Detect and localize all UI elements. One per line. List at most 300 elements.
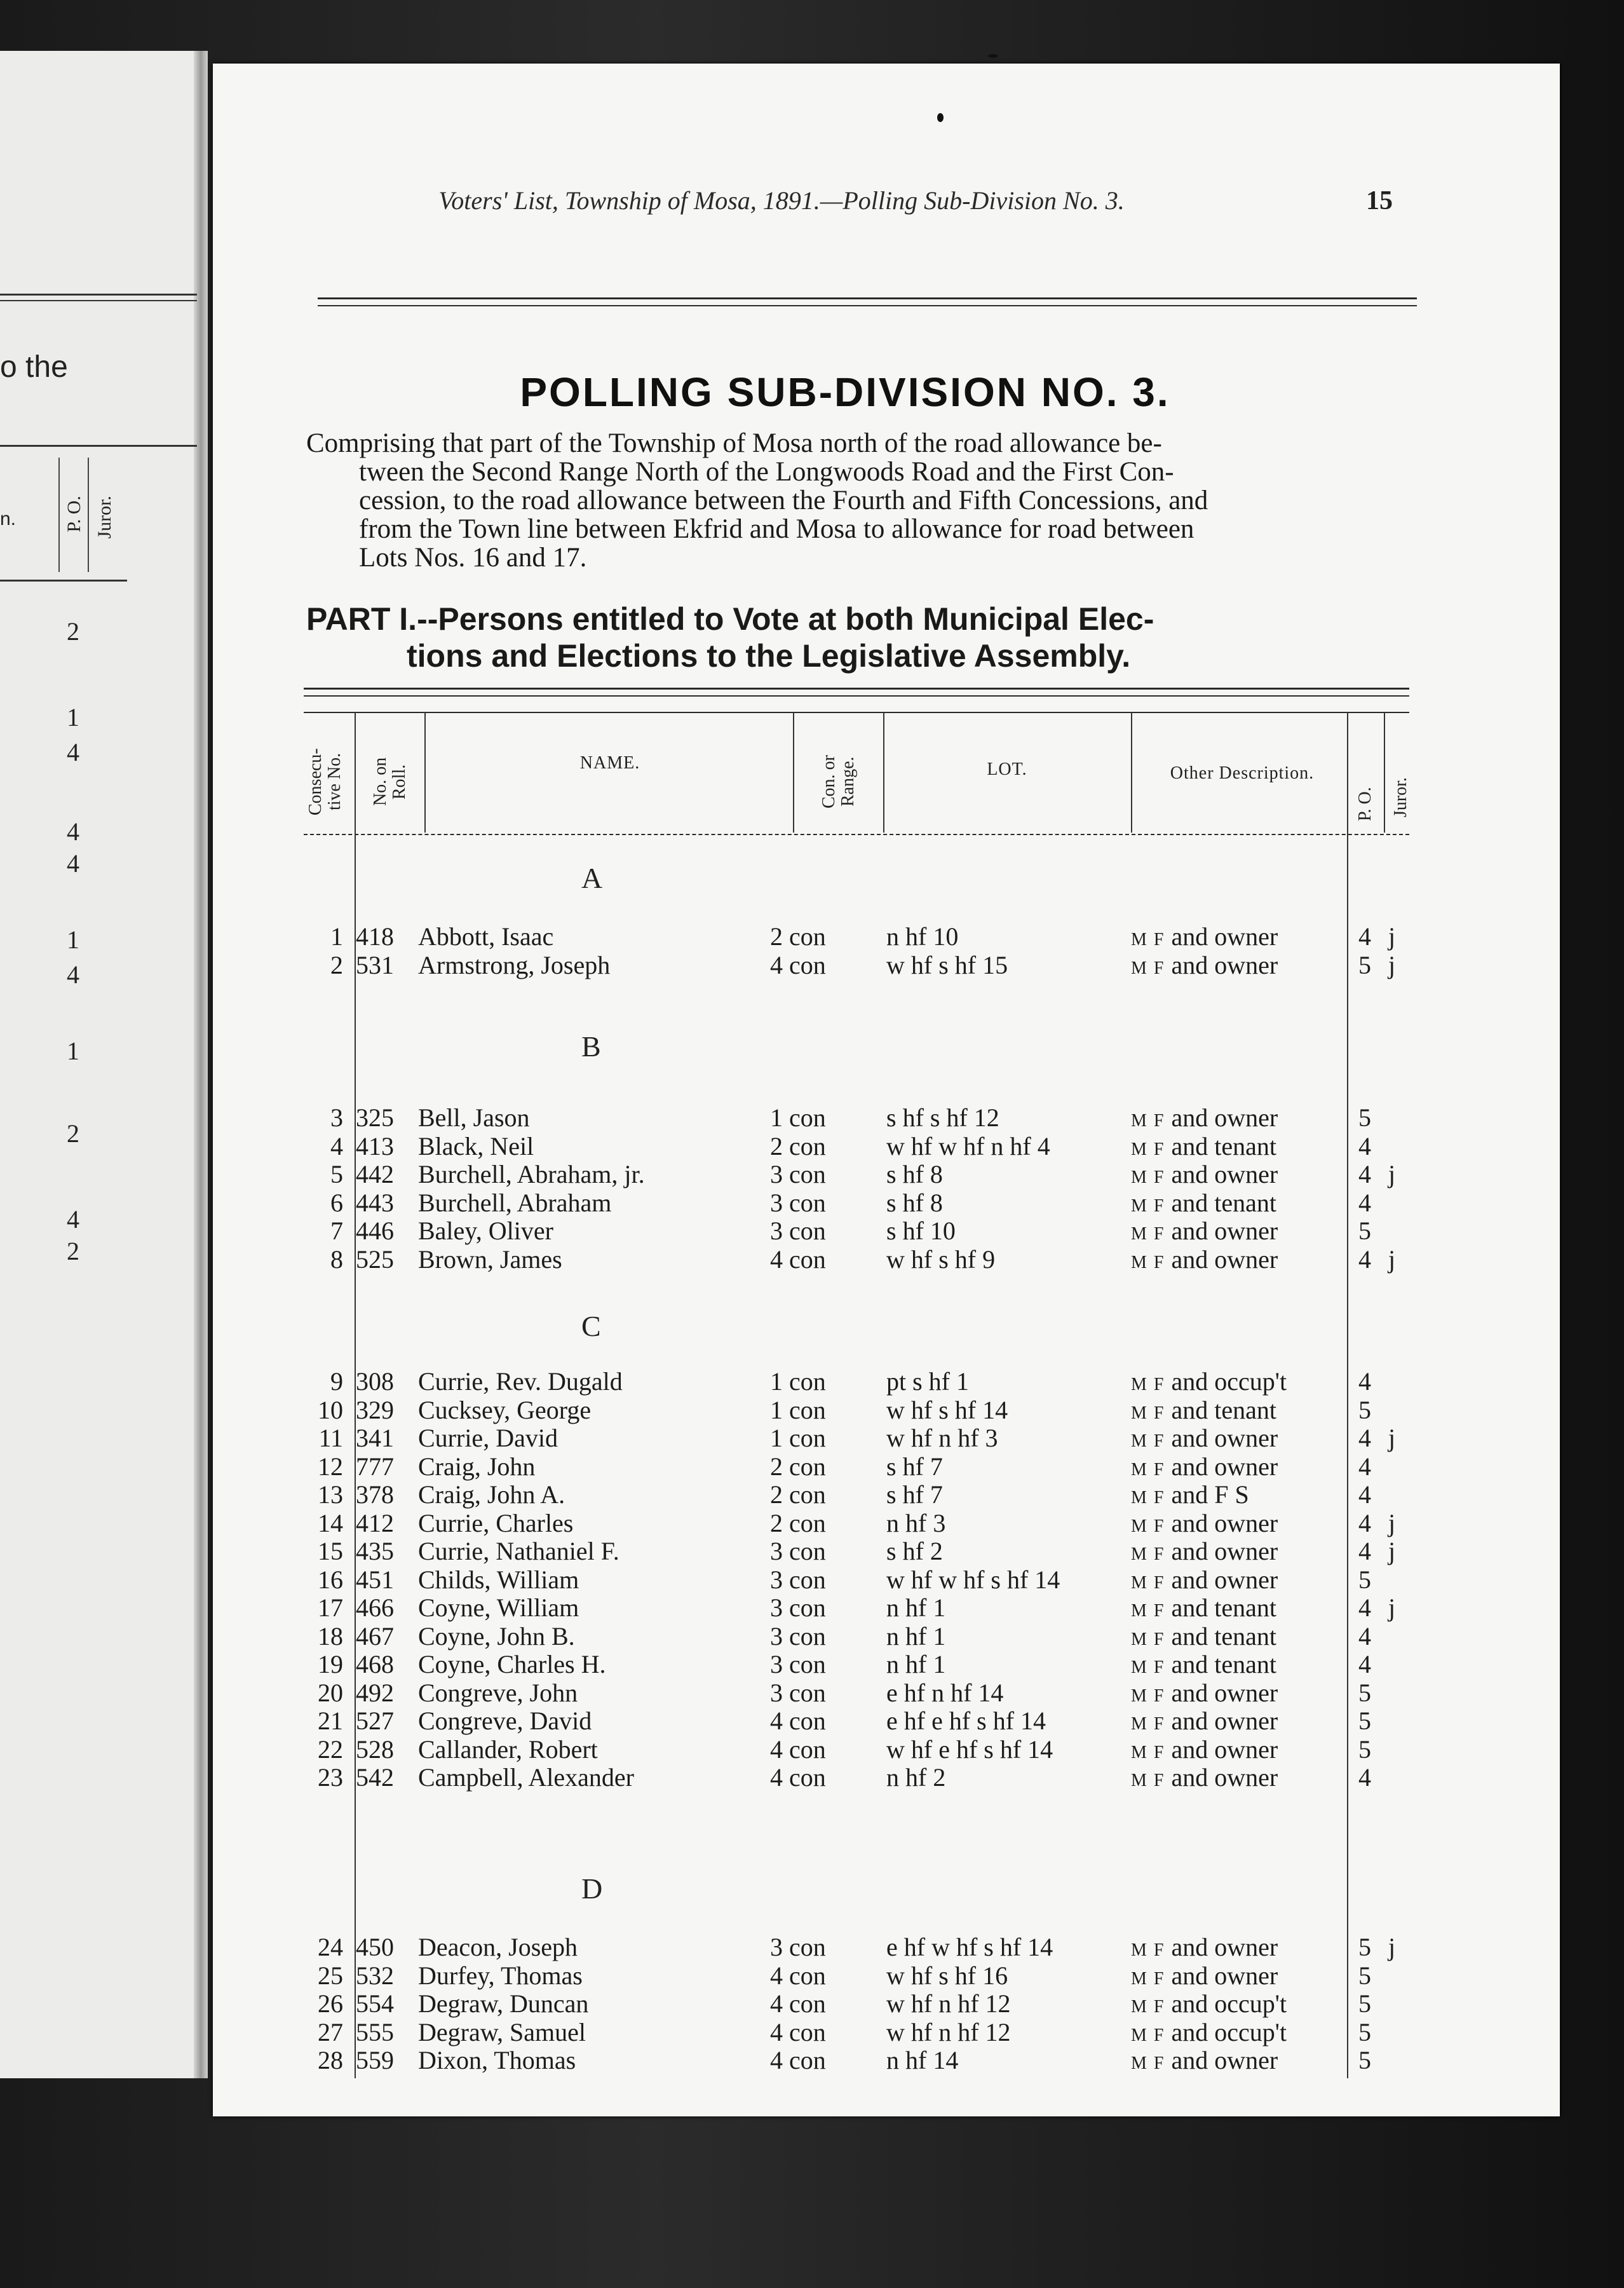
post-office: 4 (1358, 1650, 1371, 1679)
table-row (280, 1395, 1423, 1423)
post-office: 4 (1358, 1763, 1371, 1792)
consecutive-number: 25 (318, 1961, 343, 1990)
description-text: and F S (1171, 1480, 1249, 1509)
description-text: and owner (1171, 951, 1278, 979)
lot-description: n hf 2 (886, 1763, 946, 1792)
consecutive-number: 17 (318, 1593, 343, 1622)
roll-number: 435 (356, 1537, 394, 1565)
other-description (1131, 1649, 1276, 1679)
mf-abbreviation: M F (1131, 1601, 1165, 1621)
voter-name: Cucksey, George (418, 1396, 592, 1424)
other-description (1131, 1706, 1278, 1736)
post-office: 5 (1358, 2046, 1371, 2074)
post-office: 4 (1358, 1537, 1371, 1565)
other-description (1131, 1480, 1249, 1509)
previous-page-column-line (58, 458, 60, 572)
description-text: and owner (1171, 1424, 1278, 1452)
lot-description: n hf 14 (886, 2046, 959, 2074)
description-text: and owner (1171, 1735, 1278, 1764)
post-office: 4 (1358, 1452, 1371, 1481)
concession: 4 con (770, 1245, 826, 1274)
lot-description: s hf 8 (886, 1160, 943, 1188)
lot-description: w hf n hf 12 (886, 2018, 1011, 2046)
description-text: and owner (1171, 1509, 1278, 1537)
previous-page-rule (0, 580, 127, 582)
section-letter: C (581, 1310, 601, 1342)
other-description (1131, 2045, 1278, 2075)
roll-number: 527 (356, 1706, 394, 1735)
mf-abbreviation: M F (1131, 958, 1165, 978)
mf-abbreviation: M F (1131, 1168, 1165, 1187)
description-text: and tenant (1171, 1132, 1276, 1161)
page-gutter (194, 51, 208, 2078)
lot-description: n hf 1 (886, 1593, 946, 1622)
previous-page-juror-header: Juror. (94, 496, 115, 539)
column-header-name: NAME. (579, 753, 640, 773)
concession: 4 con (770, 1706, 826, 1735)
other-description (1131, 1508, 1278, 1538)
mf-abbreviation: M F (1131, 1460, 1165, 1480)
roll-number: 492 (356, 1679, 394, 1707)
lot-description: s hf 7 (886, 1480, 943, 1509)
lot-description: w hf s hf 14 (886, 1396, 1008, 1424)
post-office: 5 (1358, 1679, 1371, 1707)
roll-number: 777 (356, 1452, 394, 1481)
header-rule (318, 305, 1417, 306)
post-office: 4 (1358, 1509, 1371, 1537)
consecutive-number: 5 (330, 1160, 343, 1188)
post-office: 4 (1358, 1593, 1371, 1622)
juror-mark: j (1388, 951, 1396, 979)
previous-page-rule (0, 300, 197, 301)
part-heading: tions and Elections to the Legislative Assembly. (407, 638, 1131, 674)
mf-abbreviation: M F (1131, 1375, 1165, 1394)
roll-number: 467 (356, 1622, 394, 1651)
column-rule (1384, 712, 1385, 833)
page-number: 15 (1366, 186, 1393, 215)
lot-description: w hf n hf 3 (886, 1424, 998, 1452)
voter-name: Baley, Oliver (418, 1216, 553, 1245)
mf-abbreviation: M F (1131, 1196, 1165, 1216)
previous-page-column-line (88, 458, 89, 572)
table-top-rule (304, 695, 1409, 697)
roll-number: 446 (356, 1216, 394, 1245)
consecutive-number: 4 (330, 1132, 343, 1161)
voter-name: Burchell, Abraham (418, 1188, 612, 1217)
description-text: and owner (1171, 1565, 1278, 1594)
other-description (1131, 1159, 1278, 1189)
table-row (280, 1423, 1423, 1451)
roll-number: 329 (356, 1396, 394, 1424)
description-line: cession, to the road allowance between the Fourth and Fifth Concessions, and (359, 486, 1208, 515)
roll-number: 468 (356, 1650, 394, 1679)
post-office: 4 (1358, 922, 1371, 951)
post-office: 5 (1358, 2018, 1371, 2046)
voter-name: Congreve, David (418, 1706, 592, 1735)
column-header-roll: No. on Roll. (370, 757, 409, 807)
table-row (280, 1678, 1423, 1706)
other-description (1131, 2017, 1287, 2047)
roll-number: 555 (356, 2018, 394, 2046)
other-description (1131, 1131, 1276, 1161)
consecutive-number: 18 (318, 1622, 343, 1651)
previous-page-po-value: 4 (67, 817, 79, 846)
other-description (1131, 1989, 1287, 2019)
table-row (280, 1159, 1423, 1187)
description-text: and owner (1171, 1679, 1278, 1707)
juror-mark: j (1388, 1424, 1396, 1452)
table-row (280, 1989, 1423, 2017)
roll-number: 542 (356, 1763, 394, 1792)
mf-abbreviation: M F (1131, 930, 1165, 950)
voter-name: Craig, John (418, 1452, 536, 1481)
table-row (280, 1621, 1423, 1649)
consecutive-number: 9 (330, 1367, 343, 1396)
consecutive-number: 23 (318, 1763, 343, 1792)
lot-description: e hf w hf s hf 14 (886, 1933, 1053, 1961)
voter-name: Callander, Robert (418, 1735, 598, 1764)
consecutive-number: 15 (318, 1537, 343, 1565)
other-description (1131, 1536, 1278, 1566)
concession: 2 con (770, 922, 826, 951)
concession: 2 con (770, 1509, 826, 1537)
concession: 1 con (770, 1367, 826, 1396)
post-office: 4 (1358, 1188, 1371, 1217)
table-top-rule (304, 688, 1409, 690)
juror-mark: j (1388, 1160, 1396, 1188)
column-rule (424, 712, 426, 833)
voter-name: Currie, David (418, 1424, 558, 1452)
post-office: 4 (1358, 1480, 1371, 1509)
table-row (280, 922, 1423, 950)
roll-number: 308 (356, 1367, 394, 1396)
concession: 1 con (770, 1424, 826, 1452)
consecutive-number: 6 (330, 1188, 343, 1217)
description-text: and tenant (1171, 1396, 1276, 1424)
other-description (1131, 1103, 1278, 1133)
mf-abbreviation: M F (1131, 1743, 1165, 1762)
description-text: and owner (1171, 1452, 1278, 1481)
post-office: 5 (1358, 1706, 1371, 1735)
section-letter: B (581, 1030, 601, 1063)
post-office: 5 (1358, 1989, 1371, 2018)
mf-abbreviation: M F (1131, 2053, 1165, 2073)
lot-description: s hf 7 (886, 1452, 943, 1481)
concession: 4 con (770, 1961, 826, 1990)
previous-page-po-value: 2 (67, 1237, 79, 1265)
mf-abbreviation: M F (1131, 1714, 1165, 1734)
concession: 4 con (770, 2046, 826, 2074)
roll-number: 531 (356, 951, 394, 979)
voter-name: Congreve, John (418, 1679, 578, 1707)
lot-description: s hf 10 (886, 1216, 956, 1245)
lot-description: w hf w hf s hf 14 (886, 1565, 1060, 1594)
post-office: 5 (1358, 1216, 1371, 1245)
lot-description: s hf 8 (886, 1188, 943, 1217)
post-office: 4 (1358, 1160, 1371, 1188)
concession: 3 con (770, 1650, 826, 1679)
consecutive-number: 26 (318, 1989, 343, 2018)
section-letter: D (581, 1872, 603, 1905)
column-rule (1131, 712, 1132, 833)
concession: 2 con (770, 1480, 826, 1509)
mf-abbreviation: M F (1131, 1658, 1165, 1677)
mf-abbreviation: M F (1131, 1253, 1165, 1272)
juror-mark: j (1388, 1593, 1396, 1622)
voter-name: Durfey, Thomas (418, 1961, 583, 1990)
previous-page-po-value: 1 (67, 925, 79, 954)
column-rule (793, 712, 794, 833)
mf-abbreviation: M F (1131, 1403, 1165, 1423)
voter-name: Burchell, Abraham, jr. (418, 1160, 645, 1188)
mf-abbreviation: M F (1131, 1111, 1165, 1131)
table-row (280, 1932, 1423, 1960)
concession: 2 con (770, 1452, 826, 1481)
other-description (1131, 1395, 1276, 1425)
lot-description: n hf 1 (886, 1622, 946, 1651)
previous-page-rule (0, 294, 197, 296)
voter-name: Currie, Rev. Dugald (418, 1367, 623, 1396)
voter-name: Armstrong, Joseph (418, 951, 611, 979)
table-row (280, 1366, 1423, 1394)
previous-page-po-value: 2 (67, 1119, 79, 1148)
concession: 3 con (770, 1188, 826, 1217)
concession: 3 con (770, 1537, 826, 1565)
roll-number: 378 (356, 1480, 394, 1509)
previous-page-rule (0, 445, 197, 447)
lot-description: pt s hf 1 (886, 1367, 969, 1396)
description-line: Comprising that part of the Township of Mosa north of the road allowance be- (306, 428, 1162, 458)
voter-name: Coyne, William (418, 1593, 579, 1622)
other-description (1131, 950, 1278, 980)
post-office: 5 (1358, 1933, 1371, 1961)
description-text: and owner (1171, 1933, 1278, 1961)
mf-abbreviation: M F (1131, 1224, 1165, 1244)
table-row (280, 1216, 1423, 1244)
voter-name: Childs, William (418, 1565, 579, 1594)
consecutive-number: 27 (318, 2018, 343, 2046)
mf-abbreviation: M F (1131, 1544, 1165, 1564)
column-header-po: P. O. (1355, 787, 1375, 821)
lot-description: n hf 10 (886, 922, 959, 951)
previous-page-po-value: 2 (67, 617, 79, 646)
concession: 3 con (770, 1679, 826, 1707)
concession: 3 con (770, 1933, 826, 1961)
description-text: and occup't (1171, 2018, 1287, 2046)
table-row (280, 1565, 1423, 1593)
consecutive-number: 11 (318, 1424, 343, 1452)
post-office: 5 (1358, 1565, 1371, 1594)
lot-description: w hf n hf 12 (886, 1989, 1011, 2018)
concession: 3 con (770, 1593, 826, 1622)
other-description (1131, 1423, 1278, 1453)
column-header-consecutive: Consecu- tive No. (306, 748, 344, 815)
roll-number: 554 (356, 1989, 394, 2018)
mf-abbreviation: M F (1131, 1940, 1165, 1960)
description-text: and occup't (1171, 1367, 1287, 1396)
previous-page-text: o the (0, 350, 68, 384)
consecutive-number: 13 (318, 1480, 343, 1509)
mf-abbreviation: M F (1131, 1488, 1165, 1508)
lot-description: w hf w hf n hf 4 (886, 1132, 1050, 1161)
roll-number: 443 (356, 1188, 394, 1217)
mf-abbreviation: M F (1131, 1516, 1165, 1536)
post-office: 4 (1358, 1245, 1371, 1274)
mf-abbreviation: M F (1131, 1140, 1165, 1159)
consecutive-number: 21 (318, 1706, 343, 1735)
table-row (280, 1131, 1423, 1159)
mf-abbreviation: M F (1131, 1771, 1165, 1790)
mf-abbreviation: M F (1131, 1573, 1165, 1593)
roll-number: 442 (356, 1160, 394, 1188)
roll-number: 341 (356, 1424, 394, 1452)
table-row (280, 1593, 1423, 1621)
lot-description: n hf 3 (886, 1509, 946, 1537)
column-header-lot: LOT. (987, 759, 1027, 779)
roll-number: 413 (356, 1132, 394, 1161)
concession: 3 con (770, 1160, 826, 1188)
other-description (1131, 1734, 1278, 1764)
table-row (280, 1649, 1423, 1677)
other-description (1131, 1216, 1278, 1246)
description-text: and tenant (1171, 1188, 1276, 1217)
other-description (1131, 1593, 1276, 1623)
mf-abbreviation: M F (1131, 1997, 1165, 2017)
voter-name: Deacon, Joseph (418, 1933, 578, 1961)
consecutive-number: 3 (330, 1103, 343, 1132)
post-office: 4 (1358, 1424, 1371, 1452)
scan-speck (988, 54, 998, 58)
post-office: 5 (1358, 1961, 1371, 1990)
other-description (1131, 1565, 1278, 1595)
table-row (280, 1961, 1423, 1989)
previous-page-po-value: 4 (67, 738, 79, 766)
other-description (1131, 1188, 1276, 1218)
consecutive-number: 22 (318, 1735, 343, 1764)
previous-page-po-value: 4 (67, 960, 79, 989)
other-description (1131, 1762, 1278, 1792)
other-description (1131, 922, 1278, 951)
voter-name: Black, Neil (418, 1132, 534, 1161)
previous-page-fragment: n. (0, 508, 17, 529)
table-row (280, 1244, 1423, 1272)
post-office: 4 (1358, 1132, 1371, 1161)
table-row (280, 1762, 1423, 1790)
post-office: 5 (1358, 1735, 1371, 1764)
concession: 1 con (770, 1103, 826, 1132)
roll-number: 451 (356, 1565, 394, 1594)
description-text: and owner (1171, 1103, 1278, 1132)
voter-name: Degraw, Samuel (418, 2018, 586, 2046)
roll-number: 412 (356, 1509, 394, 1537)
consecutive-number: 10 (318, 1396, 343, 1424)
description-text: and owner (1171, 1216, 1278, 1245)
consecutive-number: 20 (318, 1679, 343, 1707)
table-row (280, 1480, 1423, 1508)
header-rule (318, 297, 1417, 299)
description-text: and owner (1171, 922, 1278, 951)
table-header-rule (304, 834, 1409, 835)
concession: 4 con (770, 1989, 826, 2018)
table-top-rule (304, 712, 1409, 713)
description-text: and tenant (1171, 1593, 1276, 1622)
lot-description: s hf 2 (886, 1537, 943, 1565)
description-text: and owner (1171, 1961, 1278, 1990)
description-text: and tenant (1171, 1622, 1276, 1651)
consecutive-number: 19 (318, 1650, 343, 1679)
lot-description: w hf s hf 15 (886, 951, 1008, 979)
table-row (280, 1734, 1423, 1762)
table-row (280, 1188, 1423, 1216)
post-office: 5 (1358, 951, 1371, 979)
roll-number: 325 (356, 1103, 394, 1132)
previous-page-po-value: 1 (67, 1037, 79, 1065)
other-description (1131, 1452, 1278, 1481)
consecutive-number: 14 (318, 1509, 343, 1537)
roll-number: 466 (356, 1593, 394, 1622)
column-header-other: Other Description. (1170, 763, 1315, 783)
voter-name: Coyne, John B. (418, 1622, 575, 1651)
lot-description: w hf s hf 16 (886, 1961, 1008, 1990)
table-row (280, 1103, 1423, 1131)
consecutive-number: 2 (330, 951, 343, 979)
post-office: 4 (1358, 1622, 1371, 1651)
part-heading: PART I.--Persons entitled to Vote at both Municipal Elec- (306, 601, 1154, 637)
description-line: from the Town line between Ekfrid and Mosa to allowance for road between (359, 514, 1194, 544)
previous-page-po-header: P. O. (64, 496, 85, 533)
concession: 4 con (770, 1735, 826, 1764)
description-text: and owner (1171, 1763, 1278, 1792)
section-letter: A (581, 862, 603, 894)
roll-number: 528 (356, 1735, 394, 1764)
previous-page-po-value: 4 (67, 849, 79, 878)
consecutive-number: 7 (330, 1216, 343, 1245)
other-description (1131, 1961, 1278, 1991)
voter-name: Currie, Charles (418, 1509, 574, 1537)
juror-mark: j (1388, 922, 1396, 951)
roll-number: 559 (356, 2046, 394, 2074)
table-row (280, 1452, 1423, 1480)
other-description (1131, 1366, 1287, 1396)
previous-page-po-value: 1 (67, 703, 79, 732)
table-row (280, 1536, 1423, 1564)
table-row (280, 950, 1423, 978)
lot-description: e hf n hf 14 (886, 1679, 1004, 1707)
mf-abbreviation: M F (1131, 1686, 1165, 1706)
mf-abbreviation: M F (1131, 2026, 1165, 2045)
description-text: and owner (1171, 1160, 1278, 1188)
mf-abbreviation: M F (1131, 1969, 1165, 1989)
concession: 2 con (770, 1132, 826, 1161)
consecutive-number: 12 (318, 1452, 343, 1481)
lot-description: e hf e hf s hf 14 (886, 1706, 1046, 1735)
other-description (1131, 1621, 1276, 1651)
concession: 1 con (770, 1396, 826, 1424)
juror-mark: j (1388, 1537, 1396, 1565)
roll-number: 450 (356, 1933, 394, 1961)
voter-name: Brown, James (418, 1245, 562, 1274)
table-row (280, 2017, 1423, 2045)
description-line: tween the Second Range North of the Longwoods Road and the First Con- (359, 457, 1174, 487)
voter-name: Coyne, Charles H. (418, 1650, 606, 1679)
scan-speck (937, 113, 944, 122)
concession: 4 con (770, 2018, 826, 2046)
voter-name: Campbell, Alexander (418, 1763, 634, 1792)
lot-description: s hf s hf 12 (886, 1103, 999, 1132)
table-row (280, 1706, 1423, 1734)
juror-mark: j (1388, 1509, 1396, 1537)
voter-name: Degraw, Duncan (418, 1989, 589, 2018)
